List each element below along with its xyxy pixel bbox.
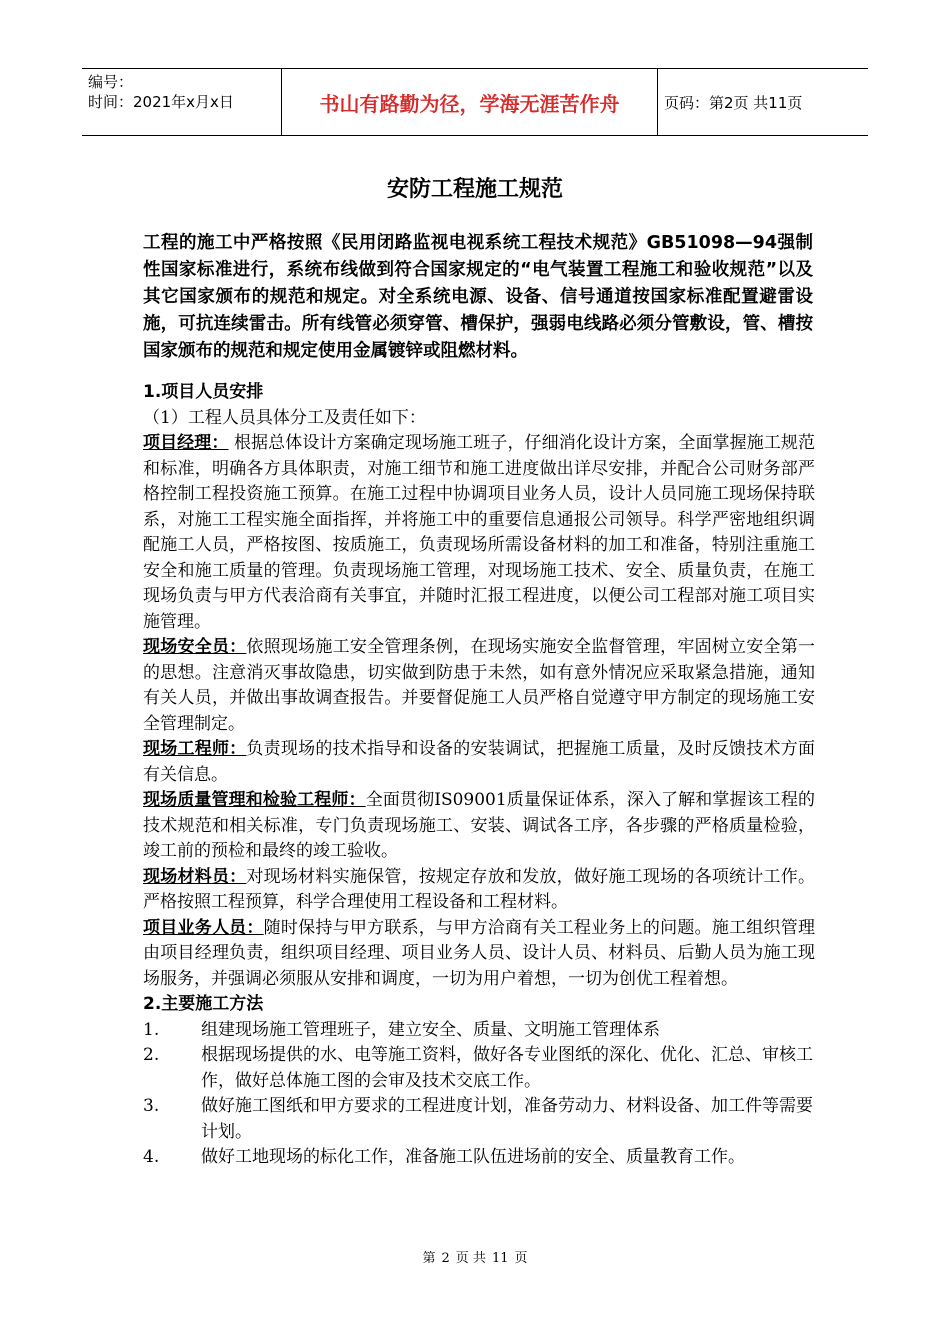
item-number: 1. (143, 1019, 160, 1040)
role-text: 负责现场的技术指导和设备的安装调试，把握施工质量，及时反馈技术方面有关信息。 (143, 739, 815, 785)
footer-mid: 页 共 (455, 1251, 486, 1266)
item-text: 做好施工图纸和甲方要求的工程进度计划，准备劳动力、材料设备、加工件等需要计划。 (201, 1096, 813, 1142)
role-text: 随时保持与甲方联系，与甲方洽商有关工程业务上的问题。施工组织管理由项目经理负责，组织项目经理、项目业务人员、设计人员、材料员、后勤人员为施工现场服务，并强调必须服从安排和调度，一切为用户着想，一切为创优工程着想。 (143, 917, 816, 989)
role-label: 项目业务人员： (143, 917, 264, 938)
item-text: 组建现场施工管理班子，建立安全、质量、文明施工管理体系 (201, 1019, 660, 1040)
role-text: 全面贯彻IS09001质量保证体系，深入了解和掌握该工程的技术规范和相关标准，专门负责现场施工、安装、调试各工序，各步骤的严格质量检验，竣工前的预检和最终的竣工验收。 (143, 790, 816, 861)
role-paragraph (143, 788, 815, 865)
list-item (143, 1018, 815, 1044)
role-label: 现场安全员： (143, 637, 247, 657)
section-1-sub: （1）工程人员具体分工及责任如下： (143, 407, 426, 428)
role-text: 依照现场施工安全管理条例，在现场实施安全监督管理，牢固树立安全第一的思想。注意消灭事故隐患，切实做到防患于未然，如有意外情况应采取紧急措施，通知有关人员，并做出事故调查报告。并要督促施工人员严格自觉遵守甲方制定的现场施工安全管理制定。 (143, 637, 815, 734)
item-number: 4. (143, 1147, 160, 1167)
item-text: 根据现场提供的水、电等施工资料，做好各专业图纸的深化、优化、汇总、审核工作，做好总体施工图的会审及技术交底工作。 (201, 1045, 813, 1091)
role-paragraph (143, 916, 815, 993)
page-footer (0, 1247, 950, 1266)
page-header (82, 68, 868, 136)
intro-paragraph: 工程的施工中严格按照《民用闭路监视电视系统工程技术规范》GB51098—94强制性国家标准进行，系统布线做到符合国家规定的“电气装置工程施工和验收规范”以及其它国家颁布的规范和规定。对全系统电源、设备、信号通道按国家标准配置避雷设施，可抗连续雷击。所有线管必须穿管、槽保护，强弱电线路必须分管敷设，管、槽按国家颁布的规范和规定使用金属镀锌或阻燃材料。 (143, 233, 813, 361)
time-label: 时间：2021年x月x日 (88, 93, 234, 111)
header-meta (82, 69, 282, 135)
role-paragraph (143, 431, 815, 635)
document-title: 安防工程施工规范 (386, 177, 563, 202)
role-text: 对现场材料实施保管，按规定存放和发放，做好施工现场的各项统计工作。严格按照工程预算，科学合理使用工程设备和工程材料。 (143, 866, 815, 912)
list-item (143, 1145, 815, 1171)
role-label: 项目经理： (143, 433, 229, 453)
document-body (143, 380, 815, 1171)
role-label: 现场材料员： (143, 866, 247, 887)
role-text: 根据总体设计方案确定现场施工班子，仔细消化设计方案，全面掌握施工规范和标准，明确各方具体职责，对施工细节和施工进度做出详尽安排，并配合公司财务部严格控制工程投资施工预算。在施工过程中协调项目业务人员，设计人员同施工现场保持联系，对施工工程实施全面指挥，并将施工中的重要信息通报公司领导。科学严密地组织调配施工人员，严格按图、按质施工，负责现场所需设备材料的加工和准备，特别注重施工安全和施工质量的管理。负责现场施工管理，对现场施工技术、安全、质量负责，在施工现场负责与甲方代表洽商有关事宜，并随时汇报工程进度，以便公司工程部对施工项目实施管理。 (143, 433, 816, 632)
footer-prefix: 第 (422, 1251, 436, 1266)
header-page-label: 页码：第2页 共11页 (664, 93, 803, 112)
role-paragraph (143, 635, 815, 737)
code-label: 编号： (88, 73, 134, 91)
footer-page-num: 2 (441, 1251, 450, 1266)
role-paragraph (143, 865, 815, 916)
header-motto: 书山有路勤为径，学海无涯苦作舟 (282, 69, 658, 135)
footer-suffix: 页 (514, 1251, 528, 1266)
section-1-heading: 1.项目人员安排 (143, 382, 264, 402)
item-number: 2. (143, 1045, 160, 1065)
section-2-heading: 2.主要施工方法 (143, 994, 264, 1014)
list-item (143, 1043, 815, 1094)
list-item (143, 1094, 815, 1145)
role-label: 现场工程师： (143, 739, 247, 759)
footer-page-total: 11 (491, 1251, 509, 1266)
role-paragraph (143, 737, 815, 788)
role-label: 现场质量管理和检验工程师： (143, 790, 366, 810)
item-text: 做好工地现场的标化工作，准备施工队伍进场前的安全、质量教育工作。 (201, 1147, 745, 1167)
item-number: 3. (143, 1096, 160, 1116)
